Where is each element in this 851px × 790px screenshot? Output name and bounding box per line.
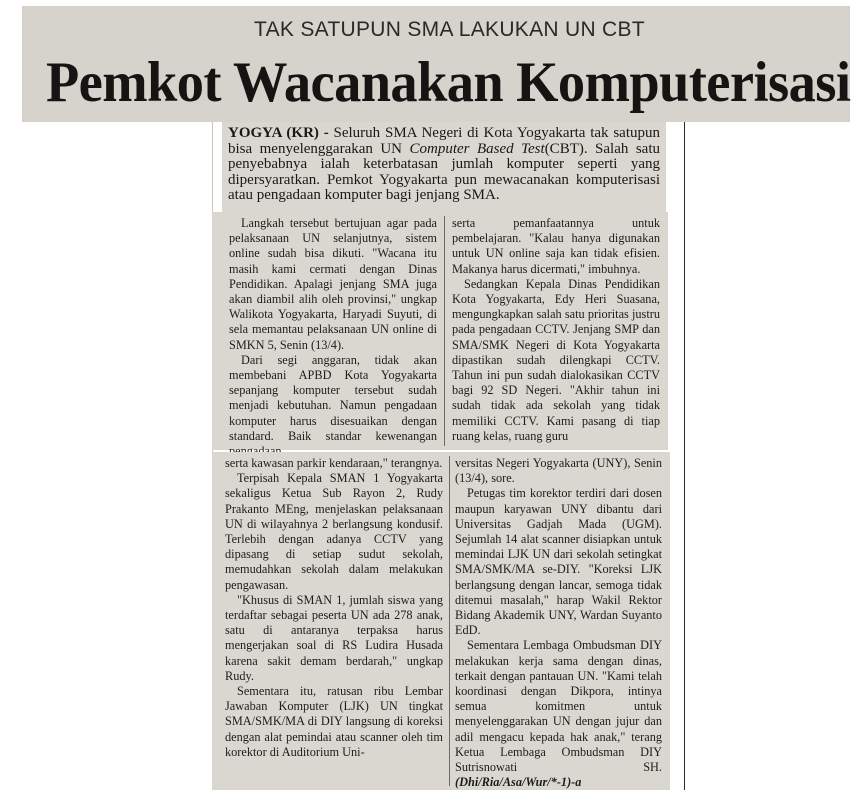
column-top-right xyxy=(452,216,660,444)
article-body-bottom xyxy=(212,452,670,790)
paragraph: serta kawasan parkir kendaraan," terangnya. xyxy=(225,456,443,470)
paragraph: Terpisah Kepala SMAN 1 Yogyakarta sekaligus Ketua Sub Rayon 2, Rudy Prakanto MEng, menjelaskan pelaksanaan UN di wilayahnya 2 berlangsung kondusif. Terlebih dengan adanya CCTV yang dipasang di setiap sudut sekolah, memudahkan sekolah dalam melakukan pengawasan. xyxy=(225,471,443,592)
column-divider xyxy=(449,456,450,786)
main-headline: Pemkot Wacanakan Komputerisasi xyxy=(46,51,851,114)
paragraph: Petugas tim korektor terdiri dari dosen maupun karyawan UNY dibantu dari Universitas Gadjah Mada (UGM). Sejumlah 14 alat scanner disiapkan untuk memindai LJK UN dari sekolah setingkat SMA/SMK/MA se-DIY. "Koreksi LJK berlangsung dengan lancar, semoga tidak ditemui masalah," harap Wakil Rektor Bidang Akademik UNY, Wardan Suyanto EdD. xyxy=(455,486,662,638)
paragraph: Dari segi anggaran, tidak akan membebani APBD Kota Yogyakarta sepanjang komputer tersebut sudah menjadi kebutuhan. Namun pengadaan komputer harus disesuaikan dengan standard. Baik standar kewenangan xyxy=(229,352,437,443)
paragraph: versitas Negeri Yogyakarta (UNY), Senin (13/4), sore. xyxy=(455,456,662,486)
lead-text-part-1: Seluruh SMA Negeri di Kota Yogyakarta tak satupun bisa menyelenggarakan UN xyxy=(228,125,660,157)
dateline: YOGYA (KR) - xyxy=(228,125,329,141)
paragraph xyxy=(455,638,662,790)
byline: (Dhi/Ria/Asa/Wur/*-1)-a xyxy=(455,775,582,790)
paragraph: "Khusus di SMAN 1, jumlah siswa yang terdaftar sebagai peserta UN ada 278 anak, satu di antaranya terpaksa harus mengerjakan soal di RS Ludira Husada karena sakit demam berdarah," ungkap Rudy. xyxy=(225,592,443,683)
cbt-term: Computer Based Test xyxy=(409,140,545,157)
lead-paragraph xyxy=(228,126,660,204)
closing-text: Sementara Lembaga Ombudsman DIY melakukan kerja sama dengan dinas, terkait dengan pantauan UN. "Kami telah koordinasi dengan Dikpora, intinya semua komitmen untuk menyelenggarakan UN dengan jujur dan adil mengacu kepada hak anak," terang Ketua Lembaga Ombudsman DIY Sutrisnowati SH. xyxy=(455,638,662,775)
lead-text-part-2: (CBT). Salah satu penyebabnya ialah keterbatasan jumlah komputer seperti yang dipersyaratkan. Pemkot Yogyakarta pun mewacanakan komputerisasi atau pengadaan komputer bagi jenjang SMA. xyxy=(228,140,660,204)
adjacent-clipping-right xyxy=(684,122,851,790)
lead-paragraph-box xyxy=(222,122,666,212)
paragraph: Langkah tersebut bertujuan agar pada pelaksanaan UN selanjutnya, sistem online sudah bisa dikuti. "Wacana itu masih kami cermati dengan Dinas Pendidikan. Apalagi jenjang SMA juga akan diambil alih oleh provinsi," ungkap Walikota Yogyakarta, Haryadi Suyuti, di sela memantau pelaksanaan UN online di SMKN 5, Senin (13/4). xyxy=(229,216,437,352)
kicker-headline: TAK SATUPUN SMA LAKUKAN UN CBT xyxy=(254,18,645,41)
paragraph: Sementara itu, ratusan ribu Lembar Jawaban Komputer (LJK) UN tingkat SMA/SMK/MA di DIY langsung di koreksi dengan alat pemindai atau scanner oleh tim korektor di Auditorium Uni- xyxy=(225,684,443,759)
paragraph: Sedangkan Kepala Dinas Pendidikan Kota Yogyakarta, Edy Heri Suasana, mengungkapkan salah satu prioritas justru pada pengadaan CCTV. Jenjang SMP dan SMA/SMK Negeri di Kota Yogyakarta dipastikan sudah dilengkapi CCTV. Tahun ini pun sudah dialokasikan CCTV bagi 92 SD Negeri. "Akhir tahun ini sudah tidak ada sekolah yang tidak memiliki CCTV. Kami pasang di tiap ruang kelas, ruang guru xyxy=(452,276,660,443)
article-body-top xyxy=(212,212,668,450)
column-divider xyxy=(444,216,445,446)
paragraph: serta pemanfaatannya untuk pembelajaran. "Kalau hanya digunakan untuk UN online saja kan tidak efisien. Makanya harus dicermati," imbuhnya. xyxy=(452,216,660,276)
adjacent-clipping-left xyxy=(12,122,213,790)
column-bottom-left xyxy=(225,456,443,760)
headline-band xyxy=(22,6,850,122)
column-bottom-right xyxy=(455,456,662,790)
column-top-left xyxy=(229,216,437,459)
